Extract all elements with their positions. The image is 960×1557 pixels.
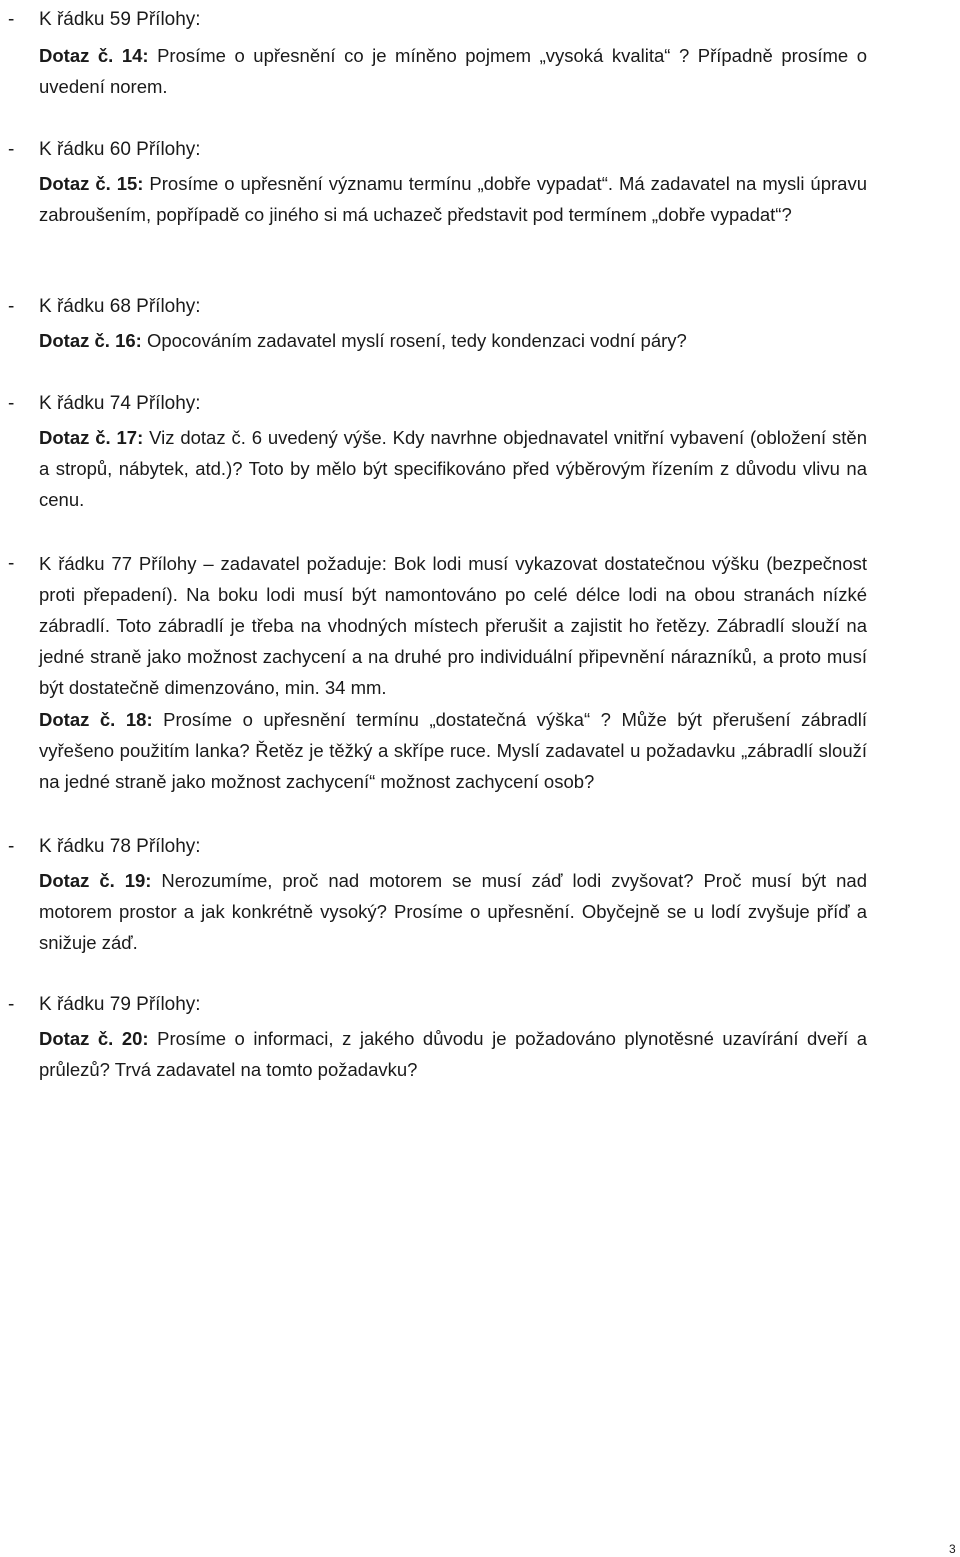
list-dash: - (8, 553, 15, 574)
list-dash: - (8, 836, 15, 857)
section-heading: K řádku 78 Přílohy: (39, 836, 201, 857)
question-text: Viz dotaz č. 6 uvedený výše. Kdy navrhne objednavatel vnitřní vybavení (obložení stěn a stropů, nábytek, atd.)? Toto by mělo být specifikováno před výběrovým řízením z důvodu vlivu na cenu. (39, 427, 867, 510)
question-text: Nerozumíme, proč nad motorem se musí záď lodi zvyšovat? Proč musí být nad motorem prostor a jak konkrétně vysoký? Prosíme o upřesnění. Obyčejně se u lodí zvyšuje příď a snižuje záď. (39, 870, 867, 953)
question-paragraph (39, 168, 867, 230)
page-number: 3 (949, 1542, 956, 1556)
question-paragraph (39, 40, 867, 102)
list-dash: - (8, 393, 15, 414)
question-paragraph (39, 325, 867, 356)
question-label: Dotaz č. 18: (39, 709, 153, 730)
question-label: Dotaz č. 16: (39, 330, 142, 351)
question-label: Dotaz č. 14: (39, 45, 149, 66)
question-label: Dotaz č. 17: (39, 427, 144, 448)
question-text: Prosíme o upřesnění co je míněno pojmem „vysoká kvalita“ ? Případně prosíme o uvedení norem. (39, 45, 867, 97)
section-heading: K řádku 59 Přílohy: (39, 9, 201, 30)
question-text: Prosíme o upřesnění významu termínu „dobře vypadat“. Má zadavatel na mysli úpravu zabroušením, popřípadě co jiného si má uchazeč představit pod termínem „dobře vypadat“? (39, 173, 867, 225)
question-paragraph (39, 704, 867, 797)
question-text: Prosíme o informaci, z jakého důvodu je požadováno plynotěsné uzavírání dveří a průlezů? Trvá zadavatel na tomto požadavku? (39, 1028, 867, 1080)
list-dash: - (8, 139, 15, 160)
question-label: Dotaz č. 19: (39, 870, 152, 891)
question-text: Prosíme o upřesnění termínu „dostatečná výška“ ? Může být přerušení zábradlí vyřešeno použitím lanka? Řetěz je těžký a skřípe ruce. Myslí zadavatel u požadavku „zábradlí slouží na jedné straně jako možnost zachycení“ možnost zachycení osob? (39, 709, 867, 792)
requirement-paragraph: K řádku 77 Přílohy – zadavatel požaduje: Bok lodi musí vykazovat dostatečnou výšku (bezpečnost proti přepadení). Na boku lodi musí být namontováno po celé délce lodi na obou stranách nízké zábradlí. Toto zábradlí je třeba na vhodných místech přerušit a zajistit ho řetězy. Zábradlí slouží na jedné straně jako možnost zachycení a na druhé pro individuální připevnění nárazníků, a proto musí být dostatečně dimenzováno, min. 34 mm. (39, 553, 867, 698)
question-label: Dotaz č. 20: (39, 1028, 149, 1049)
question-paragraph (39, 865, 867, 958)
section-heading: K řádku 74 Přílohy: (39, 393, 201, 414)
question-paragraph (39, 422, 867, 515)
list-dash: - (8, 994, 15, 1015)
question-text: Opocováním zadavatel myslí rosení, tedy kondenzaci vodní páry? (141, 330, 687, 351)
question-paragraph (39, 1023, 867, 1085)
list-dash: - (8, 9, 15, 30)
section-heading: K řádku 60 Přílohy: (39, 139, 201, 160)
section-heading: K řádku 79 Přílohy: (39, 994, 201, 1015)
section-heading: K řádku 68 Přílohy: (39, 296, 201, 317)
question-label: Dotaz č. 15: (39, 173, 144, 194)
list-dash: - (8, 296, 15, 317)
